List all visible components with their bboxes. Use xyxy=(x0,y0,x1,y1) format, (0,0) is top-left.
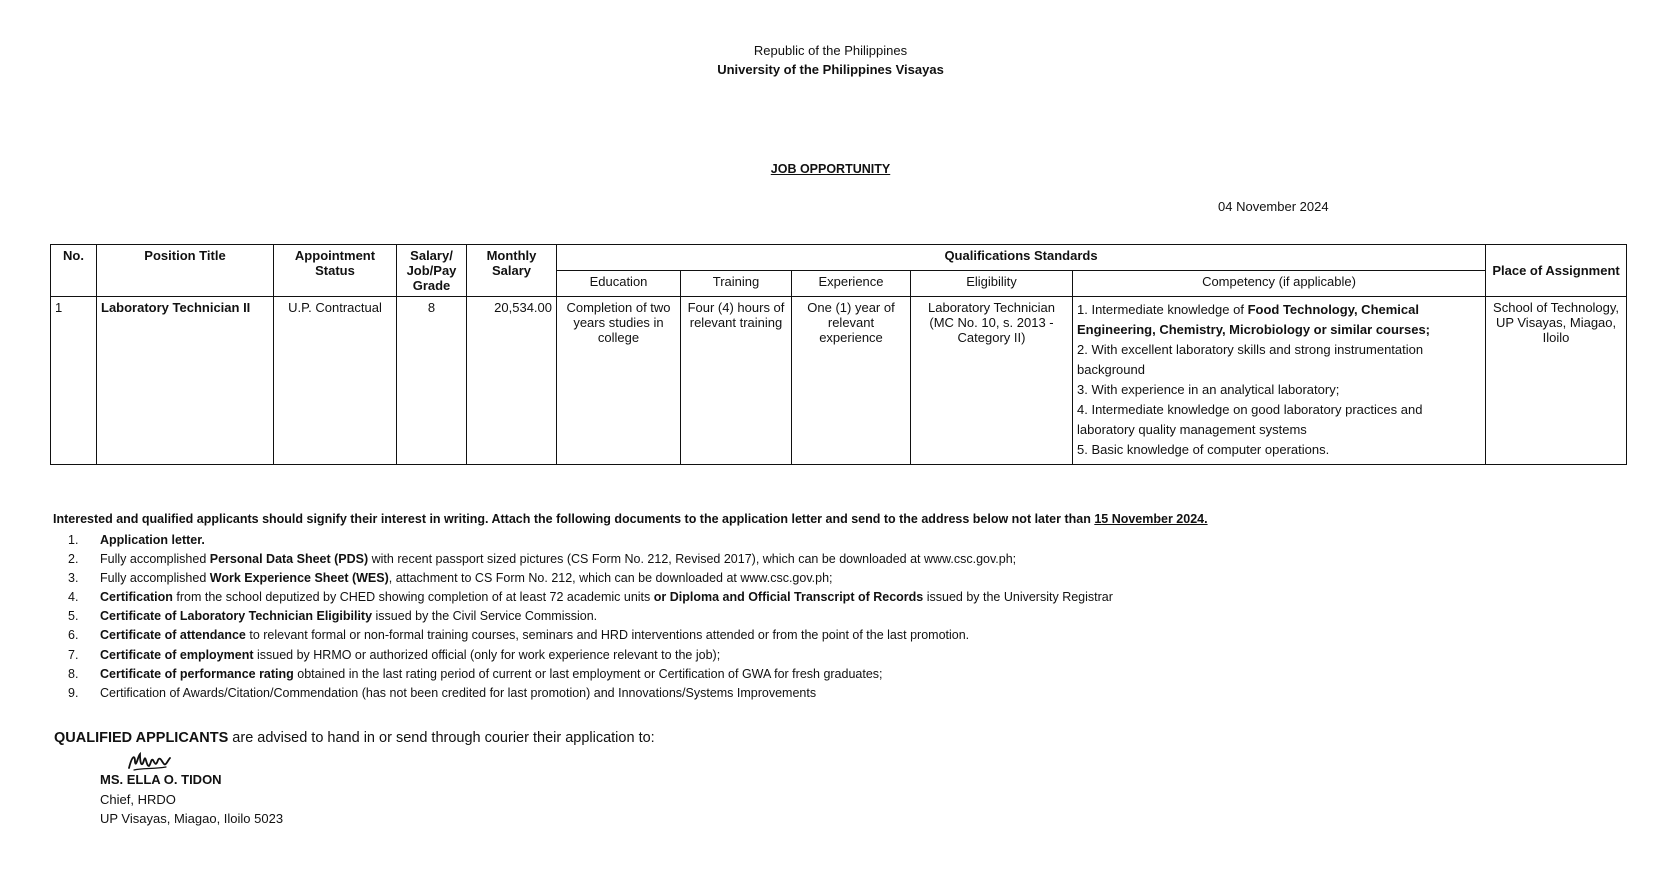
deadline: 15 November 2024. xyxy=(1094,512,1208,526)
competency-item-3: 3. With experience in an analytical laboratory; xyxy=(1077,382,1340,397)
list-item: 7. Certificate of employment issued by HRMO or authorized official (only for work experience relevant to the job); xyxy=(68,647,721,662)
header-experience: Experience xyxy=(792,271,911,297)
cell-eligibility: Laboratory Technician (MC No. 10, s. 2013 - Category II) xyxy=(911,297,1073,465)
header-competency: Competency (if applicable) xyxy=(1073,271,1486,297)
cell-competency xyxy=(1073,297,1486,465)
table-row xyxy=(51,297,1627,465)
job-table xyxy=(50,244,1627,465)
cell-experience: One (1) year of relevant experience xyxy=(792,297,911,465)
competency-item-1: 1. Intermediate knowledge of Food Technology, Chemical Engineering, Chemistry, Microbiology or similar courses; xyxy=(1077,302,1431,337)
cell-salary-grade: 8 xyxy=(397,297,467,465)
header-position-title: Position Title xyxy=(97,245,274,297)
header-education: Education xyxy=(557,271,681,297)
list-item: 4. Certification from the school deputized by CHED showing completion of at least 72 academic units or Diploma and Official Transcript of Records issued by the University Registrar xyxy=(68,590,1113,605)
submission-note: QUALIFIED APPLICANTS are advised to hand in or send through courier their application to: xyxy=(54,730,655,746)
header-monthly-salary: Monthly Salary xyxy=(467,245,557,297)
list-item: 3. Fully accomplished Work Experience Sheet (WES), attachment to CS Form No. 212, which can be downloaded at www.csc.gov.ph; xyxy=(68,571,833,586)
header-eligibility: Eligibility xyxy=(911,271,1073,297)
header-appointment-status: Appointment Status xyxy=(274,245,397,297)
header-no: No. xyxy=(51,245,97,297)
posting-date: 04 November 2024 xyxy=(1218,199,1329,214)
list-item: 1. Application letter. xyxy=(68,533,205,547)
cell-education: Completion of two years studies in college xyxy=(557,297,681,465)
page-title: JOB OPPORTUNITY xyxy=(770,162,891,176)
competency-item-2: 2. With excellent laboratory skills and strong instrumentation background xyxy=(1077,342,1424,377)
requirements-list xyxy=(52,531,1113,703)
header-training: Training xyxy=(681,271,792,297)
cell-no: 1 xyxy=(51,297,97,465)
header-place: Place of Assignment xyxy=(1486,245,1627,297)
cell-place: School of Technology, UP Visayas, Miagao, Iloilo xyxy=(1486,297,1627,465)
list-item: 6. Certificate of attendance to relevant formal or non-formal training courses, seminars and HRD interventions attended or from the point of the last promotion. xyxy=(68,628,970,643)
contact-position: Chief, HRDO xyxy=(100,792,176,807)
competency-item-4: 4. Intermediate knowledge on good laboratory practices and laboratory quality management systems xyxy=(1077,402,1423,437)
list-item: 5. Certificate of Laboratory Technician Eligibility issued by the Civil Service Commission. xyxy=(68,609,598,624)
contact-address: UP Visayas, Miagao, Iloilo 5023 xyxy=(100,811,284,826)
list-item: 8. Certificate of performance rating obtained in the last rating period of current or last employment or Certification of GWA for fresh graduates; xyxy=(68,666,883,681)
header-salary-grade: Salary/ Job/Pay Grade xyxy=(397,245,467,297)
cell-monthly-salary: 20,534.00 xyxy=(467,297,557,465)
cell-position-title: Laboratory Technician II xyxy=(97,297,274,465)
signature-mark xyxy=(126,748,182,774)
contact-name: MS. ELLA O. TIDON xyxy=(100,772,222,787)
cell-training: Four (4) hours of relevant training xyxy=(681,297,792,465)
instructions-intro: Interested and qualified applicants should signify their interest in writing. Attach the following documents to the application letter and send to the address below not later than 15 November 2024. xyxy=(53,512,1208,526)
cell-appointment-status: U.P. Contractual xyxy=(274,297,397,465)
list-item: 9. Certification of Awards/Citation/Commendation (has not been credited for last promotion) and Innovations/Systems Improvements xyxy=(68,685,817,700)
header-republic: Republic of the Philippines xyxy=(753,43,908,58)
competency-item-5: 5. Basic knowledge of computer operations. xyxy=(1077,442,1330,457)
header-university: University of the Philippines Visayas xyxy=(717,62,944,77)
header-qualifications: Qualifications Standards xyxy=(557,245,1486,271)
list-item: 2. Fully accomplished Personal Data Sheet (PDS) with recent passport sized pictures (CS Form No. 212, Revised 2017), which can be downloaded at www.csc.gov.ph; xyxy=(68,552,1017,567)
